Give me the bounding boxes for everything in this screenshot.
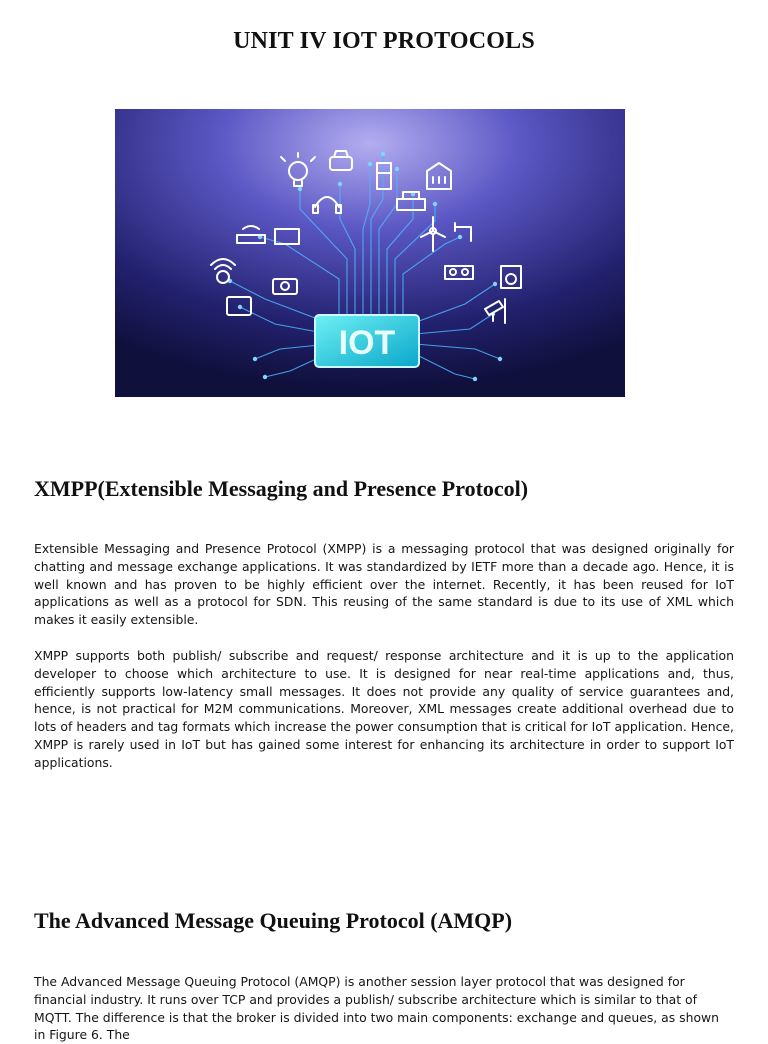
iot-chip	[315, 315, 419, 367]
page-title: UNIT IV IOT PROTOCOLS	[233, 28, 535, 54]
xmpp-paragraph-1: Extensible Messaging and Presence Protocol (XMPP) is a messaging protocol that was designed originally for chatting and message exchange applications. It was standardized by IETF more than a decade ago. Hence, it is well known and has proven to be highly efficient over the internet. Recently, it has been reused for IoT applications as well as a protocol for SDN. This reusing of the same standard is due to its use of XML which makes it easily extensible.	[34, 541, 734, 628]
iot-hero-image	[115, 109, 625, 397]
iot-chip-label: IOT	[338, 324, 396, 362]
xmpp-paragraph-2: XMPP supports both publish/ subscribe and request/ response architecture and it is up to the application developer to choose which architecture to use. It is designed for near real-time applications and, thus, efficiently supports low-latency small messages. It does not provide any quality of service guarantees and, hence, is not practical for M2M communications. Moreover, XML messages create additional overhead due to lots of headers and tag formats which increase the power consumption that is critical for IoT application. Hence, XMPP is rarely used in IoT but has gained some interest for enhancing its architecture in order to support IoT applications.	[34, 648, 734, 770]
amqp-paragraph-1: The Advanced Message Queuing Protocol (AMQP) is another session layer protocol that was designed for financial industry. It runs over TCP and provides a publish/ subscribe architecture which is similar to that of MQTT. The difference is that the broker is divided into two main components: exchange and queues, as shown in Figure 6. The	[34, 974, 720, 1043]
section-heading-xmpp: XMPP(Extensible Messaging and Presence Protocol)	[34, 476, 529, 501]
section-heading-amqp: The Advanced Message Queuing Protocol (AMQP)	[34, 908, 513, 933]
